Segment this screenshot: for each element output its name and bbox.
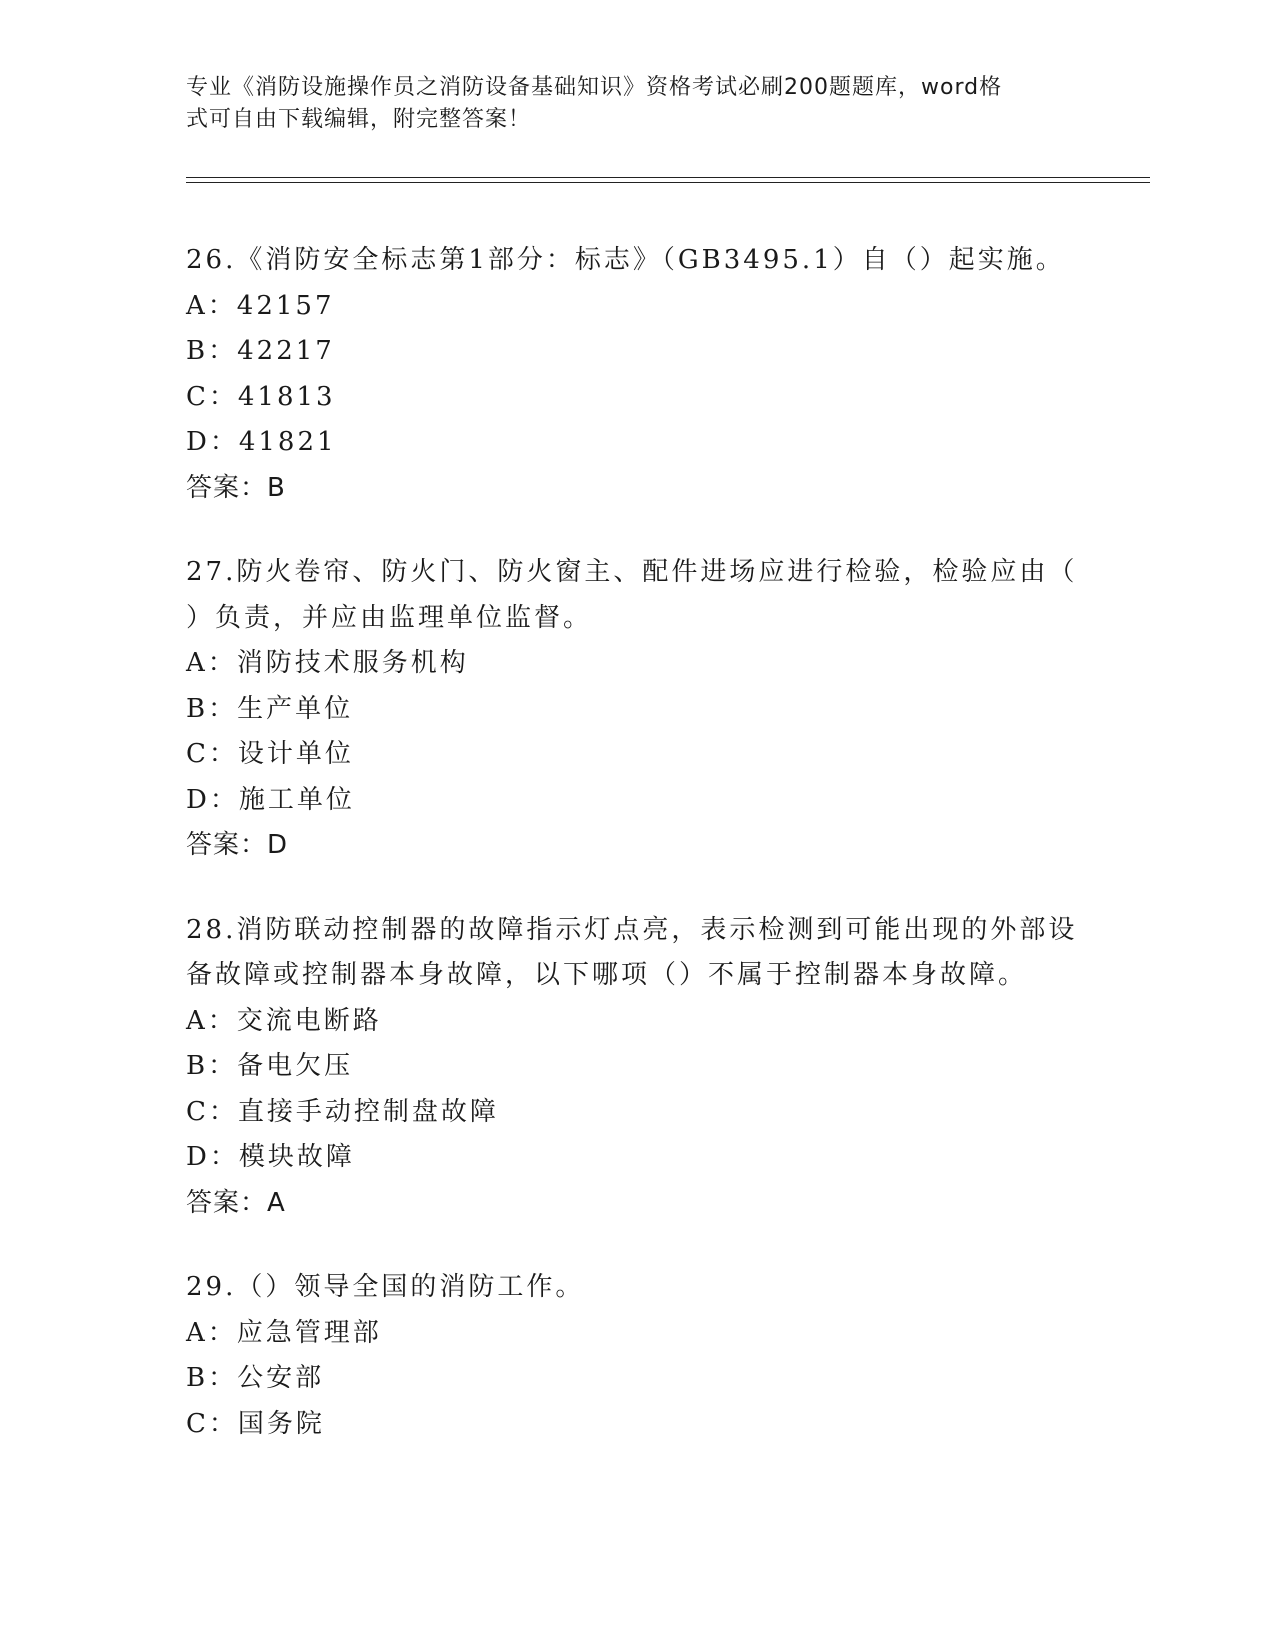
question-stem-continued: ）负责，并应由监理单位监督。	[186, 602, 593, 633]
option-b: B：公安部	[186, 1363, 325, 1393]
question-stem: 29.（）领导全国的消防工作。	[186, 1272, 585, 1302]
header-line-1: 专业《消防设施操作员之消防设备基础知识》资格考试必刷200题题库，word格	[186, 75, 1003, 100]
question-26	[186, 238, 1106, 511]
option-d: D：41821	[186, 427, 337, 457]
option-d: D：施工单位	[186, 784, 355, 815]
question-stem: 27.防火卷帘、防火门、防火窗主、配件进场应进行检验，检验应由（	[186, 557, 1078, 587]
question-stem: 28.消防联动控制器的故障指示灯点亮，表示检测到可能出现的外部设	[186, 914, 1078, 945]
option-b: B：42217	[186, 336, 335, 366]
option-a: A：应急管理部	[186, 1317, 382, 1348]
answer-label: 答案：D	[186, 830, 289, 860]
question-list	[186, 238, 1106, 1486]
header-divider	[186, 177, 1150, 183]
option-d: D：模块故障	[186, 1142, 355, 1172]
question-29	[186, 1265, 1106, 1447]
document-header	[186, 72, 1086, 136]
header-line-2: 式可自由下载编辑，附完整答案！	[186, 107, 532, 132]
question-27	[186, 550, 1106, 869]
option-c: C：国务院	[186, 1408, 325, 1439]
option-b: B：生产单位	[186, 693, 354, 724]
option-b: B：备电欠压	[186, 1051, 354, 1081]
question-stem: 26.《消防安全标志第1部分：标志》（GB3495.1）自（）起实施。	[186, 245, 1065, 275]
question-28	[186, 908, 1106, 1227]
option-a: A：42157	[186, 290, 335, 321]
option-a: A：交流电断路	[186, 1005, 382, 1036]
answer-label: 答案：A	[186, 1187, 286, 1218]
option-c: C：直接手动控制盘故障	[186, 1096, 499, 1127]
option-a: A：消防技术服务机构	[186, 648, 469, 678]
answer-label: 答案：B	[186, 472, 286, 503]
option-c: C：设计单位	[186, 739, 354, 769]
option-c: C：41813	[186, 381, 336, 412]
question-stem-continued: 备故障或控制器本身故障，以下哪项（）不属于控制器本身故障。	[186, 960, 1028, 990]
